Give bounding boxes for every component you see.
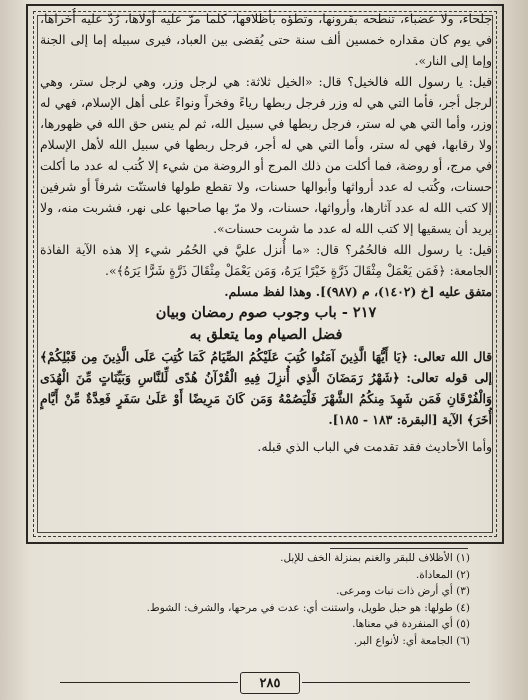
chapter-subtitle: فضل الصيام وما يتعلق به: [189, 326, 343, 343]
footnote: (٦) الجامعة أي: لأنواع البر.: [353, 634, 470, 647]
footnote: (٢) المعاداة.: [415, 568, 470, 581]
footnote: (١) الأظلاف للبقر والغنم بمنزلة الخف للإبل.: [280, 552, 470, 564]
main-text: [40, 8, 492, 536]
page-number-rule-right: [302, 682, 470, 683]
footnote-separator: [330, 548, 468, 549]
page-number-rule-left: [60, 682, 238, 683]
footnote: (٥) أي المنفردة في معناها.: [352, 618, 470, 630]
footnote: (٣) أي أرض ذات نبات ومرعى.: [336, 585, 470, 597]
horses-paragraph: قيل: يا رسول الله فالخيل؟ قال: «الخيل ثلاثة: هي لرجل وزر، وهي لرجل ستر، وهي لرجل أجر، فأما التي هي له وزر فرجل ربطها رياءً وفخراً ونواءً على أهل الإسلام، فهي له وزر، وأما التي هي له ستر، فرجل ربطها في سبيل الله، ثم لم ينس حق الله في ظهورها، ولا رقابها، فهي له ستر، وأما التي هي له أجر، فرجل ربطها في سبيل الله لأهل الإسلام في مرج، أو روضة، فما أكلت من ذلك المرج أو الروضة من شيء إلا كُتب له عدد ما أكلت حسنات، وكُتب له عدد أرواثها وأبوالها حسنات، ولا تقطع طولها فاستنّت شرفاً أو شرفين إلا كتب الله له عدد آثارها، وأرواثها، حسنات، ولا مرّ بها صاحبها على نهر، فشربت منه، ولا يريد أن يسقيها إلا كتب الله له عدد ما شربت حسنات».: [40, 74, 492, 236]
footnotes: [60, 550, 470, 649]
footnote: (٤) طولها: هو حبل طويل، واستنت أي: عدت في مرحها، والشرف: الشوط.: [146, 601, 470, 614]
chapter-title: ٢١٧ - باب وجوب صوم رمضان وبيان: [155, 304, 377, 321]
intro-paragraph: جلحاء، ولا عضباء، تنطحه بقرونها، وتطؤه بأظلافها، كلما مرّ عليه أولاها، رُدّ عليه أُخراها، في يوم كان مقداره خمسين ألف سنة حتى يُقضى بين العباد، فيرى سبيله إما إلى الجنة وإما إلى النار».: [40, 11, 492, 68]
closing-note: وأما الأحاديث فقد تقدمت في الباب الذي قبله.: [257, 439, 492, 454]
donkeys-paragraph: قيل: يا رسول الله فالحُمُر؟ قال: «ما أُنزل عليَّ في الحُمُر شيء إلا هذه الآية الفاذة الجامعة: ﴿فَمَن يَعْمَلْ مِثْقَالَ ذَرَّةٍ خَيْرًا يَرَهُ، وَمَن يَعْمَلْ مِثْقَالَ ذَرَّةٍ شَرًّا يَرَهُ﴾».: [40, 242, 492, 278]
quran-verses: قال الله تعالى: ﴿يَا أَيُّهَا الَّذِينَ آمَنُوا كُتِبَ عَلَيْكُمُ الصِّيَامُ كَمَا كُتِبَ عَلَى الَّذِينَ مِن قَبْلِكُمْ﴾ إلى قوله تعالى: ﴿شَهْرُ رَمَضَانَ الَّذِي أُنزِلَ فِيهِ الْقُرْآنُ هُدًى لِّلنَّاسِ وَبَيِّنَاتٍ مِّنَ الْهُدَى وَالْفُرْقَانِ فَمَن شَهِدَ مِنكُمُ الشَّهْرَ فَلْيَصُمْهُ وَمَن كَانَ مَرِيضًا أَوْ عَلَىٰ سَفَرٍ فَعِدَّةٌ مِّنْ أَيَّامٍ أُخَرَ﴾ الآية [البقرة: ١٨٣ - ١٨٥].: [40, 349, 492, 427]
page-number: ٢٨٥: [240, 672, 300, 694]
hadith-source: متفق عليه [خ (١٤٠٢)، م (٩٨٧)]. وهذا لفظ مسلم.: [224, 284, 492, 299]
